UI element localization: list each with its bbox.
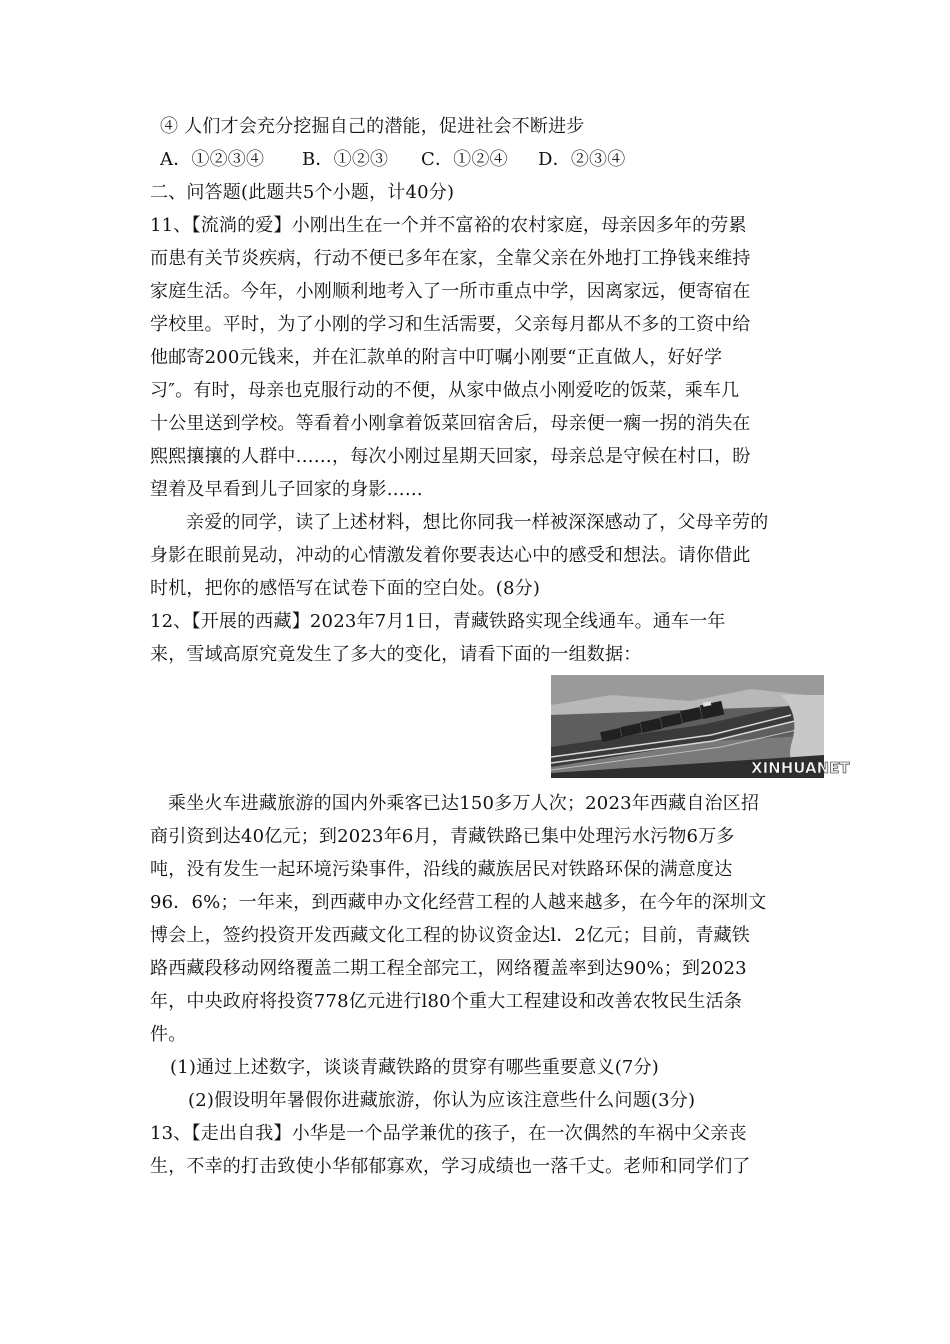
q12-body-line: 年，中央政府将投资778亿元进行l80个重大工程建设和改善农牧民生活条 <box>150 991 743 1012</box>
q11-line: 身影在眼前晃动，冲动的心情激发着你要表达心中的感受和想法。请你借此 <box>150 545 751 566</box>
q11-line: 他邮寄200元钱来，并在汇款单的附言中叮嘱小刚要“正直做人，好好学 <box>150 347 723 368</box>
q12-sub-question: (1)通过上述数字，谈谈青藏铁路的贯穿有哪些重要意义(7分) <box>170 1057 659 1078</box>
q11-line: 望着及早看到儿子回家的身影…… <box>150 479 423 500</box>
q13-line: 生，不幸的打击致使小华郁郁寡欢，学习成绩也一落千丈。老师和同学们了 <box>150 1156 751 1177</box>
q11-line: 亲爱的同学，读了上述材料，想比你同我一样被深深感动了，父母辛劳的 <box>186 512 769 533</box>
q12-body-line: 件。 <box>150 1024 187 1045</box>
q11-line: 习″。有时，母亲也克服行动的不便，从家中做点小刚爱吃的饭菜，乘车几 <box>150 380 740 401</box>
q12-sub-question: (2)假设明年暑假你进藏旅游，你认为应该注意些什么问题(3分) <box>188 1090 696 1111</box>
q11-line: 家庭生活。今年，小刚顺利地考入了一所市重点中学，因离家远，便寄宿在 <box>150 281 751 302</box>
section-heading: 二、问答题(此题共5个小题，计40分) <box>150 182 455 203</box>
q11-line: 熙熙攘攘的人群中……，每次小刚过星期天回家，母亲总是守候在村口，盼 <box>150 446 751 467</box>
q11-line: 11、【流淌的爱】小刚出生在一个并不富裕的农村家庭，母亲因多年的劳累 <box>150 215 747 236</box>
photo-watermark: XINHUANET <box>751 759 850 777</box>
answer-choice-a: A．①②③④ <box>160 149 265 170</box>
answer-choice-d: D．②③④ <box>538 149 626 170</box>
answer-choice-b: B．①②③ <box>302 149 389 170</box>
option-4-line: ④ 人们才会充分挖掘自己的潜能，促进社会不断进步 <box>160 116 585 137</box>
q12-body-line: 路西藏段移动网络覆盖二期工程全部完工，网络覆盖率到达90%；到2023 <box>150 958 747 979</box>
train-photo-graphic <box>551 675 850 778</box>
q12-body-line: 乘坐火车进藏旅游的国内外乘客已达150多万人次；2023年西藏自治区招 <box>168 793 760 814</box>
train-photo <box>551 675 850 778</box>
q13-line: 13、【走出自我】小华是一个品学兼优的孩子，在一次偶然的车祸中父亲丧 <box>150 1123 747 1144</box>
q12-body-line: 吨，没有发生一起环境污染事件，沿线的藏族居民对铁路环保的满意度达 <box>150 859 733 880</box>
q11-line: 而患有关节炎疾病，行动不便已多年在家，全靠父亲在外地打工挣钱来维持 <box>150 248 751 269</box>
q12-line: 来，雪域高原究竟发生了多大的变化，请看下面的一组数据： <box>150 644 642 665</box>
q12-body-line: 商引资到达40亿元；到2023年6月，青藏铁路已集中处理污水污物6万多 <box>150 826 735 847</box>
q11-line: 十公里送到学校。等看着小刚拿着饭菜回宿舍后，母亲便一瘸一拐的消失在 <box>150 413 751 434</box>
q11-line: 学校里。平时，为了小刚的学习和生活需要，父亲每月都从不多的工资中给 <box>150 314 751 335</box>
q11-line: 时机，把你的感悟写在试卷下面的空白处。(8分) <box>150 578 541 599</box>
q12-body-line: 96．6%；一年来，到西藏申办文化经营工程的人越来越多，在今年的深圳文 <box>150 892 767 913</box>
q12-body-line: 博会上，签约投资开发西藏文化工程的协议资金达l．2亿元；目前，青藏铁 <box>150 925 751 946</box>
q12-line: 12、【开展的西藏】2023年7月1日，青藏铁路实现全线通车。通车一年 <box>150 611 726 632</box>
answer-choice-c: C．①②④ <box>421 149 508 170</box>
